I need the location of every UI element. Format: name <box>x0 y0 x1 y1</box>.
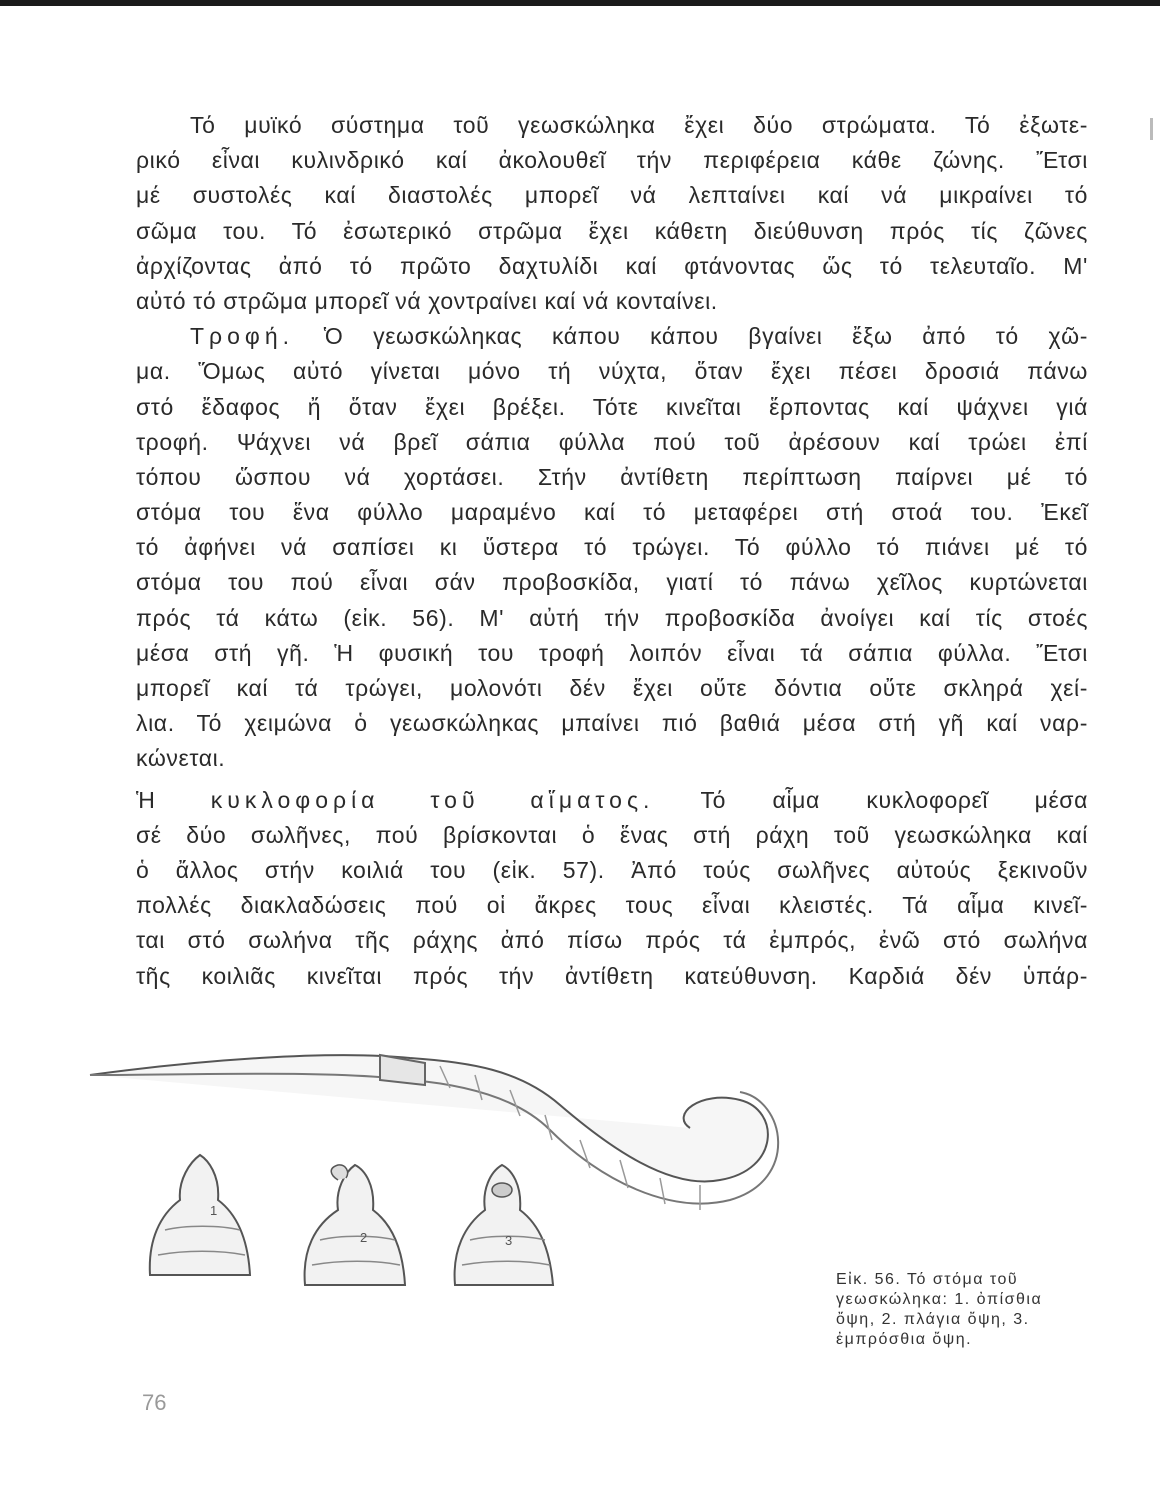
section-heading-circulation: Ἡ κυκλοφορία τοῦ αἵματος. <box>136 786 655 813</box>
text-line: μπορεῖ καί τά τρώγει, μολονότι δέν ἔχει οὔτε δόντια οὔτε σκληρά χεί- <box>136 675 1088 701</box>
text-line: Τό μυϊκό σύστημα τοῦ γεωσκώληκα ἔχει δύο στρώματα. Τό ἐξωτε- <box>190 112 1088 138</box>
earthworm-figure <box>80 1030 800 1310</box>
text-line: μέσα στή γῆ. Ἡ φυσική του τροφή λοιπόν εἶναι τά σάπια φύλλα. Ἔτσι <box>136 639 1088 666</box>
text-line: κώνεται. <box>136 745 226 772</box>
mouth-view-3 <box>455 1165 553 1285</box>
paragraph-muscles <box>136 108 1088 319</box>
text-line: πρός τά κάτω (εἰκ. 56). Μ' αὐτή τήν προβοσκίδα ἀνοίγει καί τίς στοές <box>136 604 1088 631</box>
text-line: στόμα του ἕνα φύλλο μαραμένο καί τό μεταφέρει στή στοά του. Ἐκεῖ <box>136 499 1088 526</box>
text-line: ἀρχίζοντας ἀπό τό πρῶτο δαχτυλίδι καί φτάνοντας ὥς τό τελευταῖο. Μ' <box>136 252 1088 279</box>
caption-line: γεωσκώληκα: 1. ὀπίσθια <box>836 1291 1043 1308</box>
caption-line: ἐμπρόσθια ὄψη. <box>836 1331 973 1348</box>
text-line <box>136 319 1088 354</box>
mouth-label-1: 1 <box>210 1203 218 1218</box>
text-line: πολλές διακλαδώσεις πού οἱ ἄκρες τους εἶναι κλειστές. Τά αἷμα κινεῖ- <box>136 892 1088 919</box>
text-line: σῶμα του. Τό ἐσωτερικό στρῶμα ἔχει κάθετη διεύθυνση πρός τίς ζῶνες <box>136 217 1088 244</box>
section-heading-food: Τροφή. <box>190 323 295 350</box>
paragraph-food <box>136 319 1088 776</box>
text-line: τό ἀφήνει νά σαπίσει κι ὕστερα τό τρώγει. Τό φύλλο τό πιάνει μέ τό <box>136 534 1088 561</box>
paragraph-circulation <box>136 783 1088 994</box>
text-line: μέ συστολές καί διαστολές μπορεῖ νά λεπταίνει καί νά μικραίνει τό <box>136 182 1088 209</box>
text-line: αὐτό τό στρῶμα μπορεῖ νά χοντραίνει καί νά κονταίνει. <box>136 287 718 314</box>
page-number: 76 <box>142 1390 167 1415</box>
text-line: τόπου ὥσπου νά χορτάσει. Στήν ἀντίθετη περίπτωση παίρνει μέ τό <box>136 463 1088 490</box>
text-line-rest: Τό αἷμα κυκλοφορεῖ μέσα <box>700 786 1089 813</box>
caption-line: ὄψη, 2. πλάγια ὄψη, 3. <box>836 1311 1030 1328</box>
caption-line: Εἰκ. 56. Τό στόμα τοῦ <box>836 1271 1019 1288</box>
scan-top-edge <box>0 0 1160 6</box>
text-line: ρικό εἶναι κυλινδρικό καί ἀκολουθεῖ τήν περιφέρεια κάθε ζώνης. Ἔτσι <box>136 147 1088 174</box>
mouth-view-1 <box>150 1155 250 1275</box>
text-line <box>136 783 1088 818</box>
figure-caption <box>836 1270 1086 1350</box>
text-line: τῆς κοιλιᾶς κινεῖται πρός τήν ἀντίθετη κατεύθυνση. Καρδιά δέν ὑπάρ- <box>136 962 1088 989</box>
mouth-view-2 <box>305 1165 405 1285</box>
text-line: μα. Ὅμως αὐτό γίνεται μόνο τή νύχτα, ὅταν ἔχει πέσει δροσιά πάνω <box>136 358 1088 385</box>
text-line: στόμα του πού εἶναι σάν προβοσκίδα, γιατί τό πάνω χεῖλος κυρτώνεται <box>136 569 1088 596</box>
text-line: στό ἔδαφος ἤ ὅταν ἔχει βρέξει. Τότε κινεῖται ἕρποντας καί ψάχνει γιά <box>136 393 1088 420</box>
mouth-label-3: 3 <box>505 1233 513 1248</box>
text-line: ὁ ἄλλος στήν κοιλιά του (εἰκ. 57). Ἀπό τούς σωλῆνες αὐτούς ξεκινοῦν <box>136 856 1088 883</box>
scan-margin-mark <box>1150 118 1153 140</box>
text-line: λια. Τό χειμώνα ὁ γεωσκώληκας μπαίνει πιό βαθιά μέσα στή γῆ καί ναρ- <box>136 710 1088 737</box>
text-line-rest: Ὁ γεωσκώληκας κάπου κάπου βγαίνει ἔξω ἀπό τό χῶ- <box>323 323 1088 350</box>
text-line: τροφή. Ψάχνει νά βρεῖ σάπια φύλλα πού τοῦ ἀρέσουν καί τρώει ἐπί <box>136 428 1088 455</box>
body-text <box>136 108 1088 994</box>
text-line: ται στό σωλήνα τῆς ράχης ἀπό πίσω πρός τά ἐμπρός, ἐνῶ στό σωλήνα <box>136 927 1088 954</box>
mouth-label-2: 2 <box>360 1230 368 1245</box>
text-line: σέ δύο σωλῆνες, πού βρίσκονται ὁ ἕνας στή ράχη τοῦ γεωσκώληκα καί <box>136 821 1088 848</box>
